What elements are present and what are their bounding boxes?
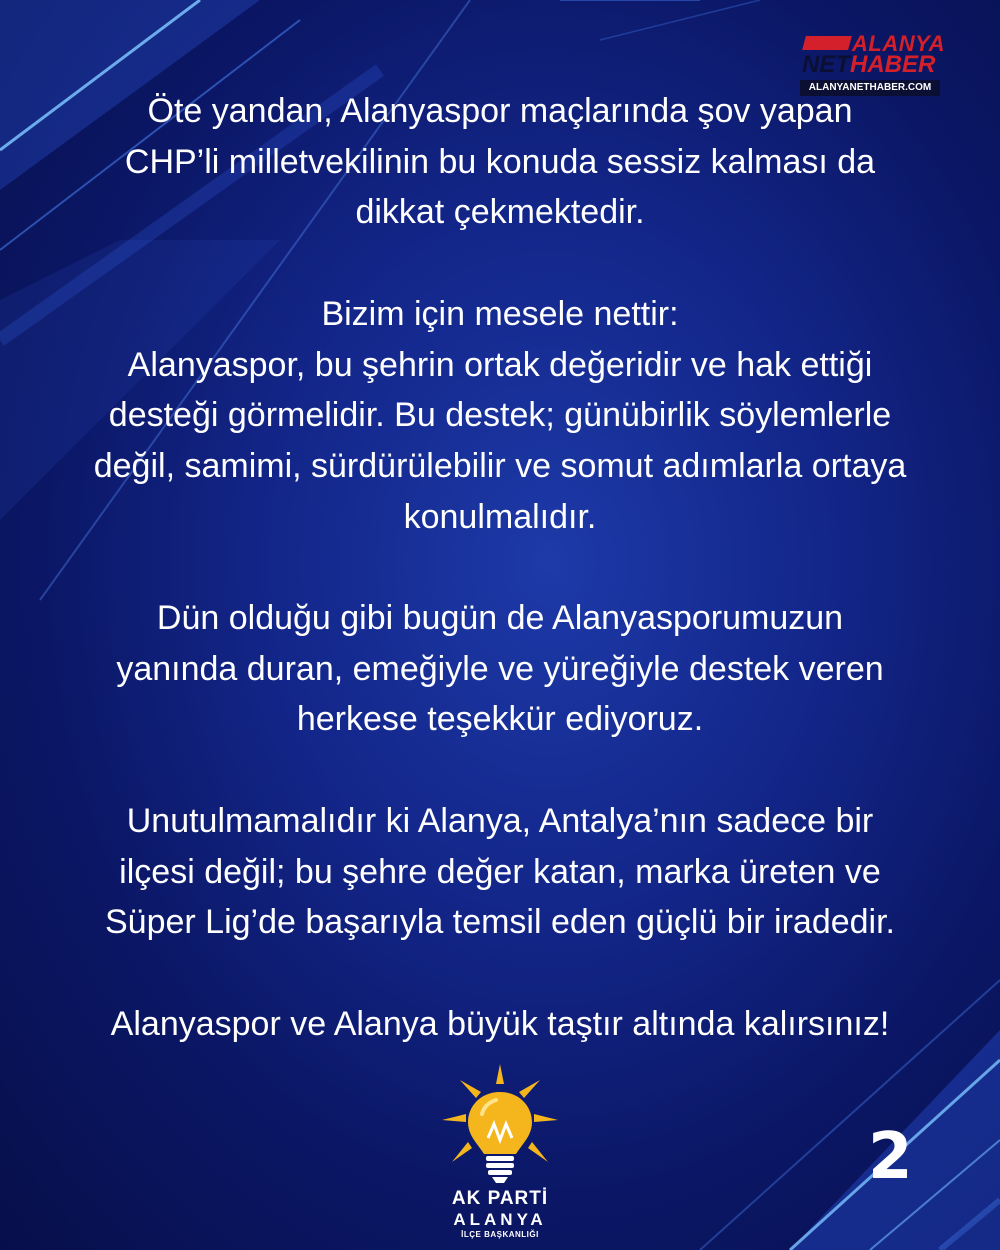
paragraph-5 bbox=[40, 999, 960, 1050]
text-line: konulmalıdır. bbox=[403, 497, 597, 536]
statement-text bbox=[40, 86, 960, 1049]
text-line: Bizim için mesele nettir: bbox=[321, 294, 679, 333]
text-line: CHP’li milletvekilinin bu konuda sessiz kalması da bbox=[124, 142, 876, 181]
logo-city: ALANYA bbox=[453, 1210, 547, 1229]
logo-party-name: AK PARTİ bbox=[451, 1188, 549, 1209]
text-line: dikkat çekmektedir. bbox=[355, 193, 645, 232]
lightbulb-icon bbox=[430, 1062, 570, 1187]
brand-red-bar bbox=[802, 36, 852, 50]
party-logo bbox=[430, 1062, 570, 1239]
brand-name-haber: HABER bbox=[850, 51, 936, 78]
brand-website: ALANYANETHABER.COM bbox=[800, 80, 940, 96]
text-line: Dün olduğu gibi bugün de Alanyasporumuzun bbox=[156, 599, 844, 637]
paragraph-2 bbox=[40, 289, 960, 543]
text-line: değil, samimi, sürdürülebilir ve somut adımlarla ortaya bbox=[93, 446, 907, 485]
brand-name-net: NET bbox=[802, 51, 850, 78]
paragraph-1 bbox=[40, 86, 960, 238]
text-line: Öte yandan, Alanyaspor maçlarında şov yapan bbox=[147, 92, 853, 130]
logo-office: İLÇE BAŞKANLIĞI bbox=[461, 1230, 539, 1239]
text-line: Alanyaspor, bu şehrin ortak değeridir ve hak ettiği bbox=[127, 345, 873, 384]
text-line: desteği görmelidir. Bu destek; günübirlik söylemlerle bbox=[108, 396, 892, 435]
text-line: Süper Lig’de başarıyla temsil eden güçlü bir iradedir. bbox=[104, 903, 895, 942]
paragraph-3 bbox=[40, 593, 960, 745]
brand-name-top: ALANYA bbox=[852, 31, 946, 56]
paragraph-4 bbox=[40, 796, 960, 948]
text-line: yanında duran, emeğiyle ve yüreğiyle destek veren bbox=[116, 649, 884, 688]
text-line: ilçesi değil; bu şehre değer katan, marka üreten ve bbox=[119, 852, 881, 891]
text-line: Unutulmamalıdır ki Alanya, Antalya’nın sadece bir bbox=[126, 801, 874, 840]
page-number: 2 bbox=[868, 1120, 913, 1194]
text-line: Alanyaspor ve Alanya büyük taştır altında kalırsınız! bbox=[110, 1004, 890, 1043]
text-line: herkese teşekkür ediyoruz. bbox=[296, 700, 704, 739]
